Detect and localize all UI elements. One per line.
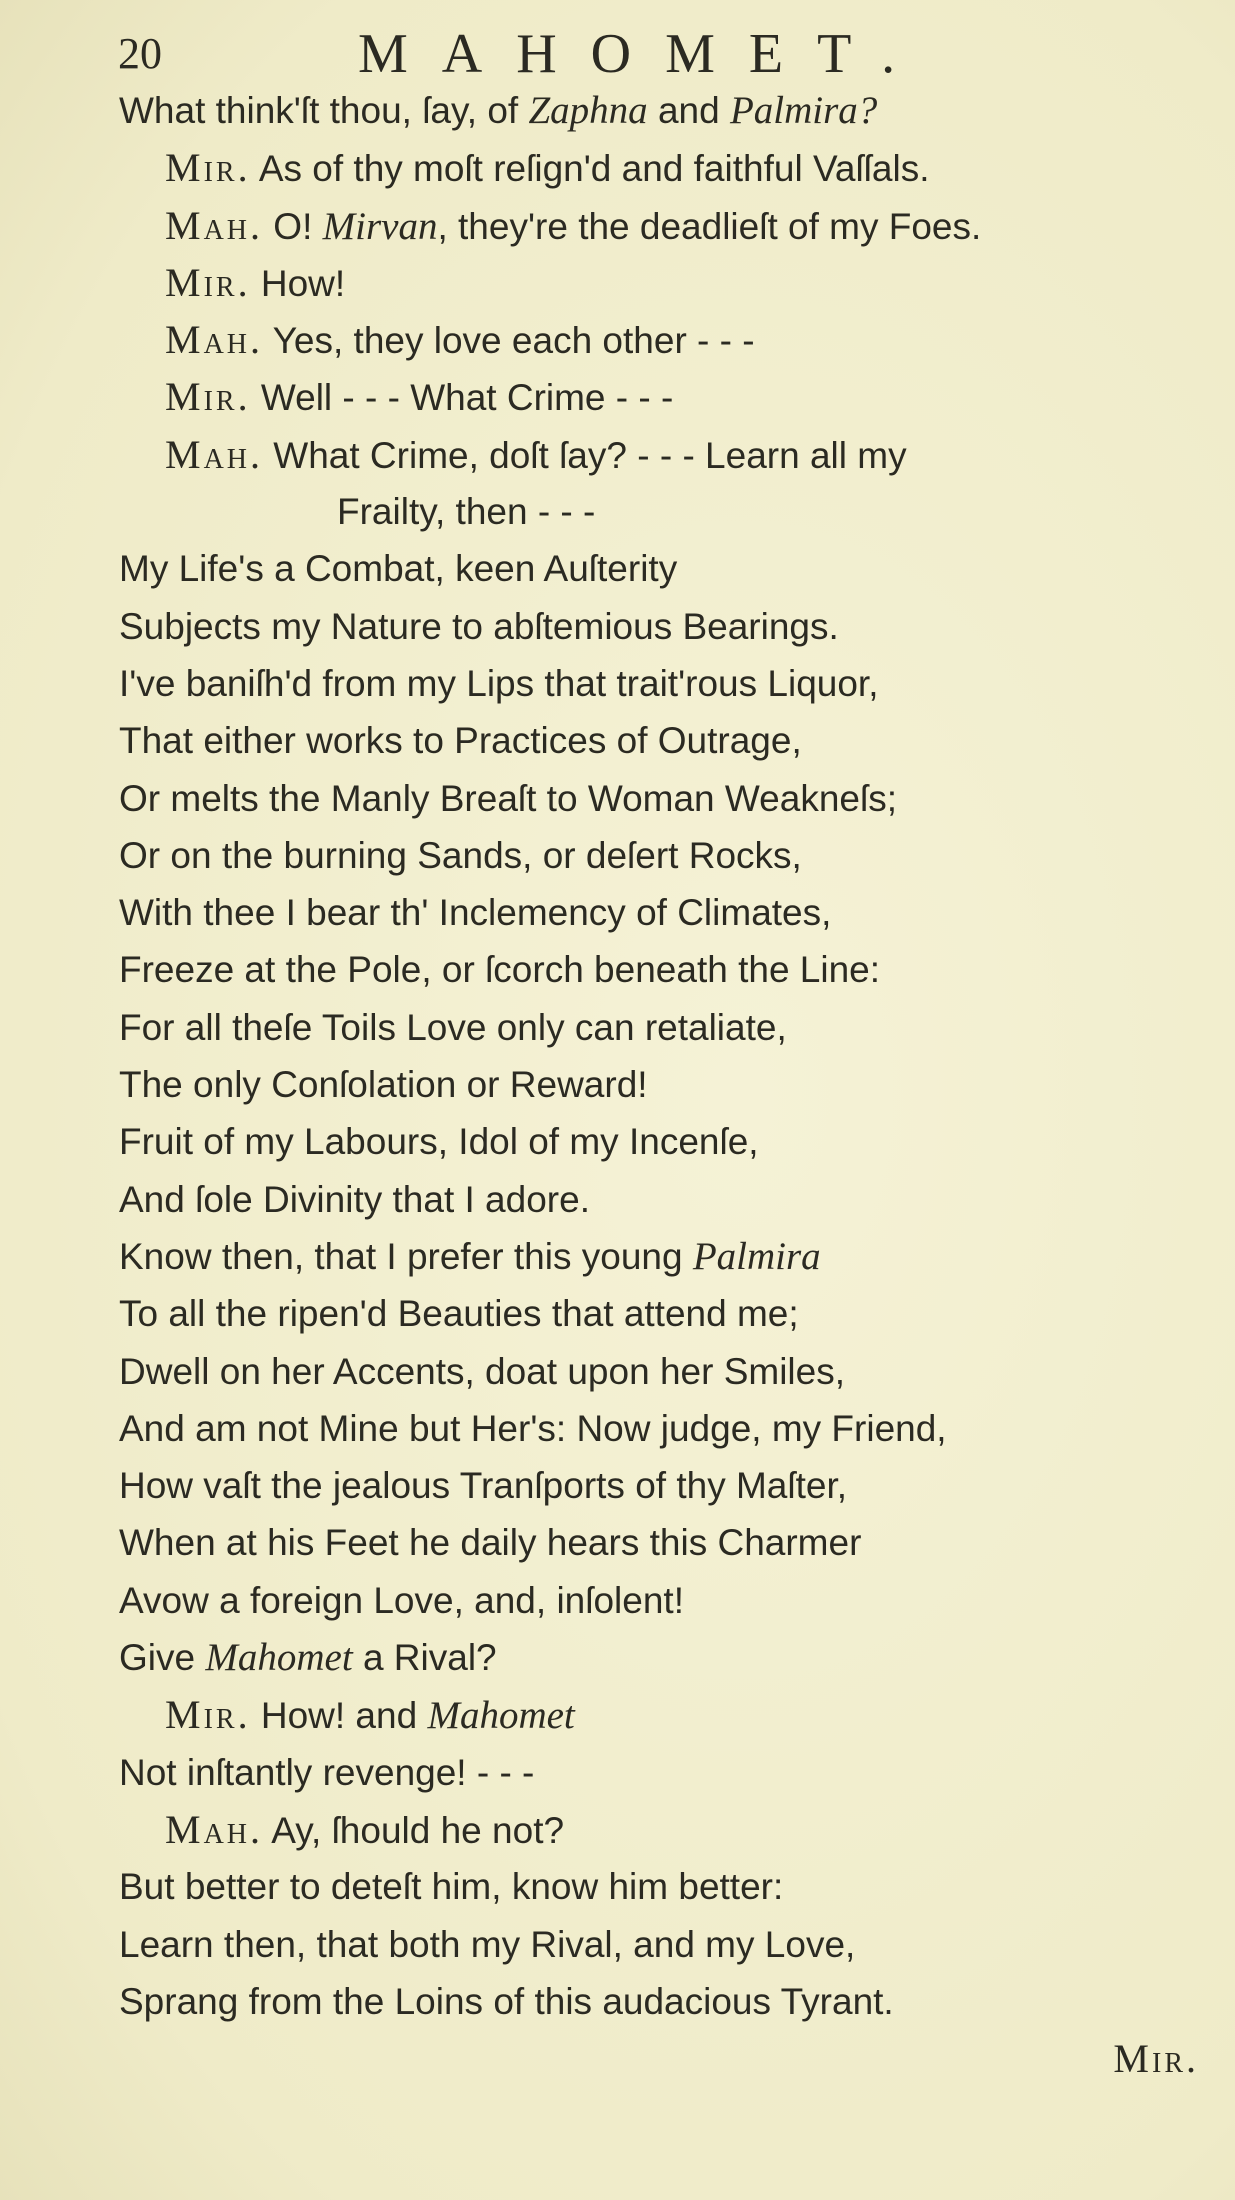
text-line [119,197,1199,254]
line-text: To all the ripen'd Beauties that attend me; [119,1293,799,1335]
text-line [119,655,1199,712]
catchword [119,2030,1199,2087]
italic-name: Mirvan [322,204,438,248]
line-text: Frailty, then - - - [337,491,596,533]
line-text: How! [250,262,346,304]
text-line [119,999,1199,1056]
text-line [119,1457,1199,1514]
text-line [119,1343,1199,1400]
line-text: Know then, that I prefer this young [119,1235,693,1277]
text-line [119,254,1199,311]
text-line [119,1572,1199,1629]
line-text: a Rival? [352,1637,497,1679]
line-text: What Crime, doſt ſay? - - - Learn all my [263,434,907,476]
text-line [119,426,1199,483]
text-line [119,1285,1199,1342]
line-text: The only Conſolation or Reward! [119,1064,648,1106]
text-line [119,368,1199,425]
text-line [119,540,1199,597]
line-text: For all theſe Toils Love only can retaliate, [119,1006,787,1048]
line-text: Or melts the Manly Breaſt to Woman Weakneſs; [119,777,897,819]
line-text: Or on the burning Sands, or deſert Rocks, [119,834,802,876]
speaker-name: Mir. [165,259,251,305]
text-line [119,1228,1199,1285]
line-text: When at his Feet he daily hears this Charmer [119,1522,862,1564]
verse-text [119,82,1199,2087]
text-line [119,1973,1199,2030]
line-text: My Life's a Combat, keen Auſterity [119,548,678,590]
speaker-name: Mir. [165,1692,251,1738]
text-line [119,598,1199,655]
page-header [118,22,1168,85]
text-line [119,827,1199,884]
line-text: Learn then, that both my Rival, and my Love, [119,1923,856,1965]
line-text: Avow a foreign Love, and, inſolent! [119,1579,684,1621]
speaker-name: Mah. [165,202,264,248]
catchword-text: Mir. [1113,2036,1199,2082]
text-line [119,1400,1199,1457]
line-text: With thee I bear th' Inclemency of Climates, [119,892,832,934]
italic-name: Mahomet [427,1694,575,1738]
speaker-name: Mah. [165,431,264,477]
italic-name: Zaphna [528,89,648,132]
line-text: And am not Mine but Her's: Now judge, my Friend, [119,1407,947,1449]
running-title: MAHOMET. [358,23,930,85]
text-line [119,1686,1199,1743]
text-line [119,712,1199,769]
line-text: As of thy moſt reſign'd and faithful Vaſſals. [250,148,930,190]
line-text: Not inſtantly revenge! - - - [119,1751,535,1793]
line-text: Subjects my Nature to abſtemious Bearings. [119,605,839,647]
line-text: That either works to Practices of Outrage, [119,720,802,762]
text-line [119,483,1199,540]
page-number: 20 [118,29,162,78]
speaker-name: Mah. [165,317,264,363]
line-text: Dwell on her Accents, doat upon her Smiles, [119,1350,845,1392]
line-text: Ay, ſhould he not? [263,1809,565,1851]
text-line [119,82,1199,139]
text-line [119,1056,1199,1113]
line-text: Fruit of my Labours, Idol of my Incenſe, [119,1121,759,1163]
line-text: But better to deteſt him, know him better: [119,1866,784,1908]
text-line [119,1113,1199,1170]
line-text: Yes, they love each other - - - [263,320,755,362]
italic-name: Palmira? [729,89,878,132]
text-line [119,941,1199,998]
text-line [119,139,1199,196]
line-text: , they're the deadlieſt of my Foes. [437,205,982,247]
text-line [119,1629,1199,1686]
text-line [119,1171,1199,1228]
speaker-name: Mir. [165,374,251,420]
line-text: What think'ſt thou, ſay, of [119,90,529,131]
line-text: Freeze at the Pole, or ſcorch beneath the Line: [119,949,881,991]
text-line [119,884,1199,941]
line-text: How! and [250,1695,428,1737]
line-text: And ſole Divinity that I adore. [119,1178,590,1220]
text-line [119,1916,1199,1973]
speaker-name: Mah. [165,1806,264,1852]
text-line [119,1858,1199,1915]
speaker-name: Mir. [165,145,251,191]
line-text: Well - - - What Crime - - - [250,377,674,419]
text-line [119,1801,1199,1858]
italic-name: Palmira [692,1234,821,1278]
line-text: and [647,90,730,131]
text-line [119,1744,1199,1801]
line-text: Give [119,1637,206,1679]
line-text: Sprang from the Loins of this audacious Tyrant. [119,1980,894,2022]
text-line [119,311,1199,368]
line-text: How vaſt the jealous Tranſports of thy Maſter, [119,1465,848,1507]
italic-name: Mahomet [205,1636,353,1680]
line-text: I've baniſh'd from my Lips that trait'rous Liquor, [119,662,879,704]
line-text: O! [263,205,323,247]
text-line [119,770,1199,827]
text-line [119,1514,1199,1571]
